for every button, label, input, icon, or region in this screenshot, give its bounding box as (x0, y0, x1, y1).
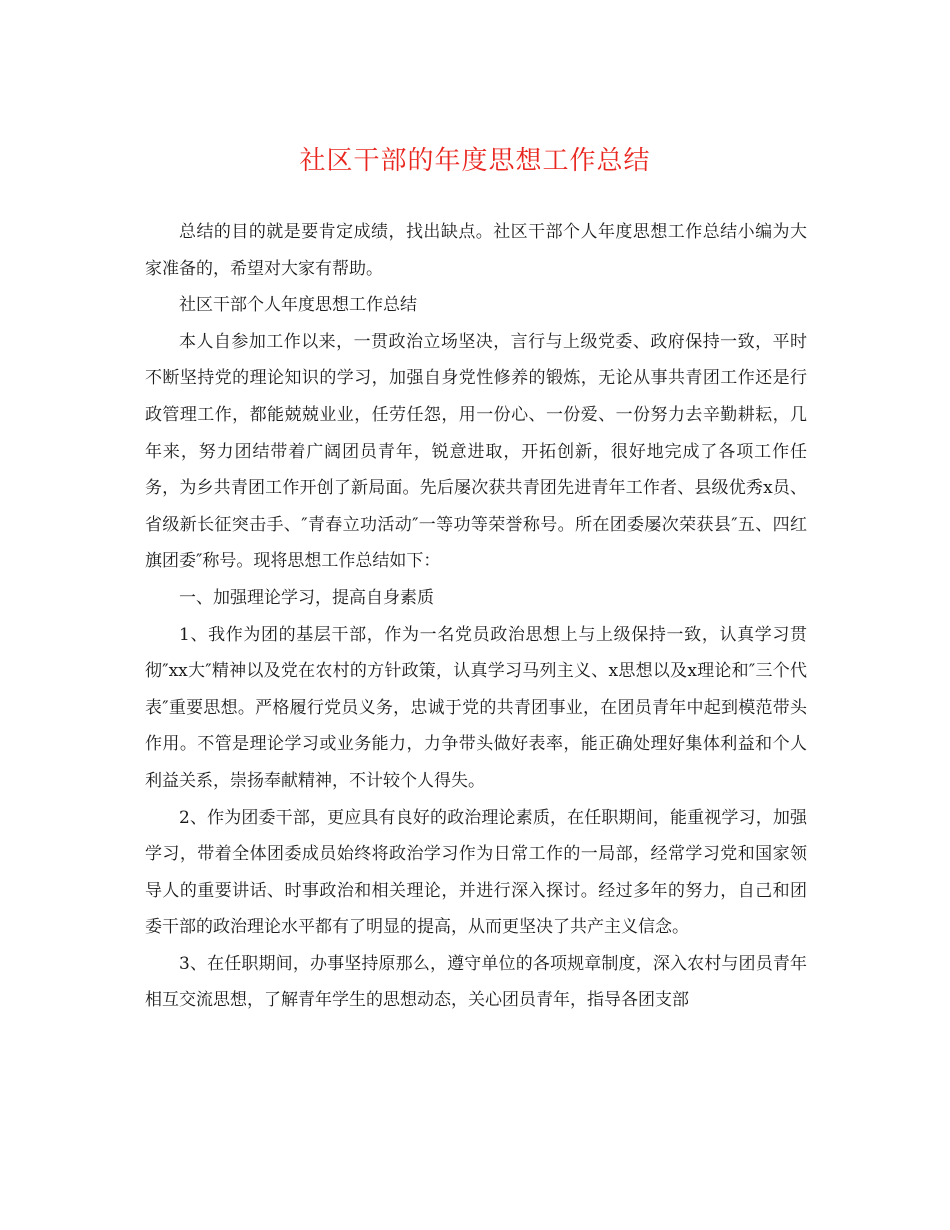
paragraph-subtitle: 社区干部个人年度思想工作总结 (179, 295, 417, 316)
section-heading: 一、加强理论学习，提高自身素质 (179, 587, 434, 608)
paragraph-item-3: 3、在任职期间，办事坚持原那么，遵守单位的各项规章制度，深入农村与团员青年相互交流思想，了解青年学生的思想动态，关心团员青年，指导各团支部 (145, 953, 807, 1011)
document-body (145, 214, 807, 1019)
paragraph-intro: 总结的目的就是要肯定成绩，找出缺点。社区干部个人年度思想工作总结小编为大家准备的，希望对大家有帮助。 (145, 222, 807, 279)
paragraph-item-2: 2、作为团委干部，更应具有良好的政治理论素质，在任职期间，能重视学习，加强学习，带着全体团委成员始终将政治学习作为日常工作的一局部，经常学习党和国家领导人的重要讲话、时事政治和相关理论，并进行深入探讨。经过多年的努力，自己和团委干部的政治理论水平都有了明显的提高，从而更坚决了共产主义信念。 (145, 807, 807, 938)
paragraph-item-1: 1、我作为团的基层干部，作为一名党员政治思想上与上级保持一致，认真学习贯彻″xx大″精神以及党在农村的方针政策，认真学习马列主义、x思想以及x理论和″三个代表″重要思想。严格履行党员义务，忠诚于党的共青团事业，在团员青年中起到模范带头作用。不管是理论学习或业务能力，力争带头做好表率，能正确处理好集体利益和个人利益关系，崇扬奉献精神，不计较个人得失。 (145, 624, 807, 791)
document-title: 社区干部的年度思想工作总结 (299, 146, 651, 176)
paragraph-overview: 本人自参加工作以来，一贯政治立场坚决，言行与上级党委、政府保持一致，平时不断坚持党的理论知识的学习，加强自身党性修养的锻炼，无论从事共青团工作还是行政管理工作，都能兢兢业业，任劳任怨，用一份心、一份爱、一份努力去辛勤耕耘，几年来，努力团结带着广阔团员青年，锐意进取，开拓创新，很好地完成了各项工作任务，为乡共青团工作开创了新局面。先后屡次获共青团先进青年工作者、县级优秀x员、省级新长征突击手、″青春立功活动″一等功等荣誉称号。所在团委屡次荣获县″五、四红旗团委″称号。现将思想工作总结如下： (145, 331, 807, 572)
